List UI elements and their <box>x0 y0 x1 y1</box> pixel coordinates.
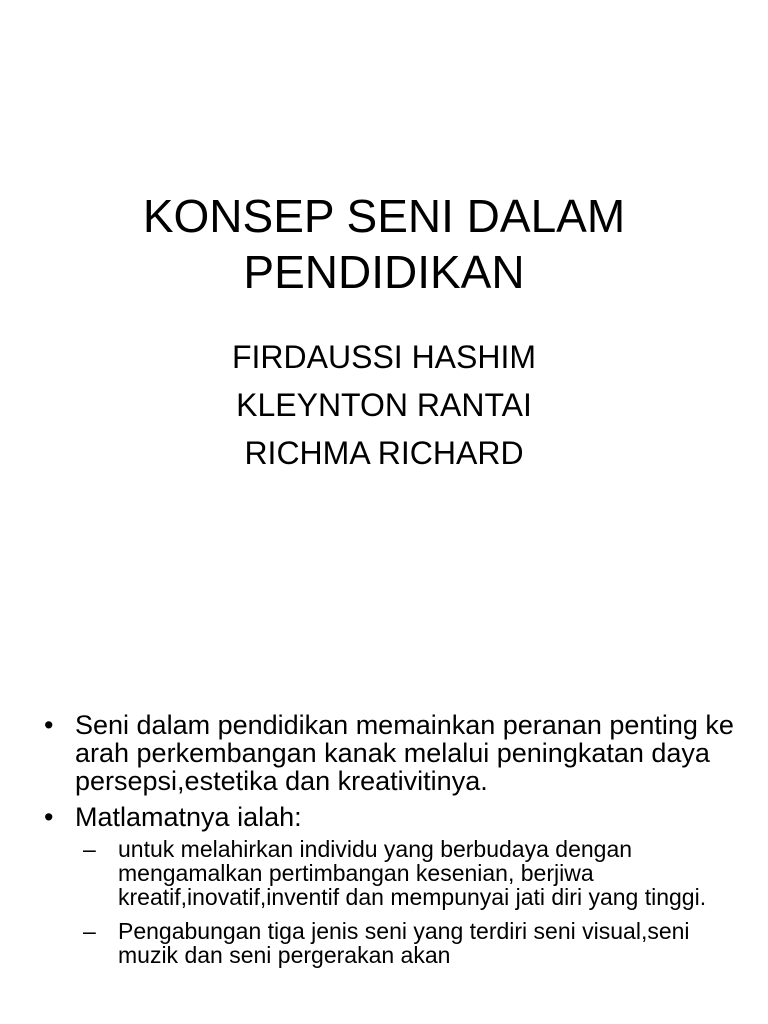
bullet-marker: • <box>44 710 54 740</box>
sub-bullet-item <box>83 919 744 967</box>
bullet-text: Seni dalam pendidikan memainkan peranan penting ke arah perkembangan kanak melalui peningkatan daya persepsi,estetika dan kreativitinya. <box>75 710 734 796</box>
sub-bullet-text: Pengabungan tiga jenis seni yang terdiri seni visual,seni muzik dan seni pergerakan akan <box>118 918 690 968</box>
bullet-text: Matlamatnya ialah: <box>75 802 302 832</box>
author-list <box>0 333 768 477</box>
sub-bullet-list <box>75 837 744 967</box>
bullet-item <box>44 803 744 967</box>
bullet-marker: • <box>44 802 54 832</box>
sub-bullet-marker: – <box>83 836 96 862</box>
content-slide <box>0 680 768 1024</box>
sub-bullet-text: untuk melahirkan individu yang berbudaya dengan mengamalkan pertimbangan kesenian, berjiwa kreatif,inovatif,inventif dan mempunyai jati diri yang tinggi. <box>118 836 707 910</box>
title-line-1: KONSEP SENI DALAM <box>142 190 626 242</box>
author-name: RICHMA RICHARD <box>244 435 524 471</box>
bullet-list <box>44 711 744 977</box>
slide-title <box>0 188 768 300</box>
sub-bullet-marker: – <box>83 918 96 944</box>
title-line-2: PENDIDIKAN <box>243 246 525 298</box>
author-name: KLEYNTON RANTAI <box>236 387 532 423</box>
author-name: FIRDAUSSI HASHIM <box>231 339 537 375</box>
bullet-item <box>44 711 744 795</box>
sub-bullet-item <box>83 837 744 909</box>
